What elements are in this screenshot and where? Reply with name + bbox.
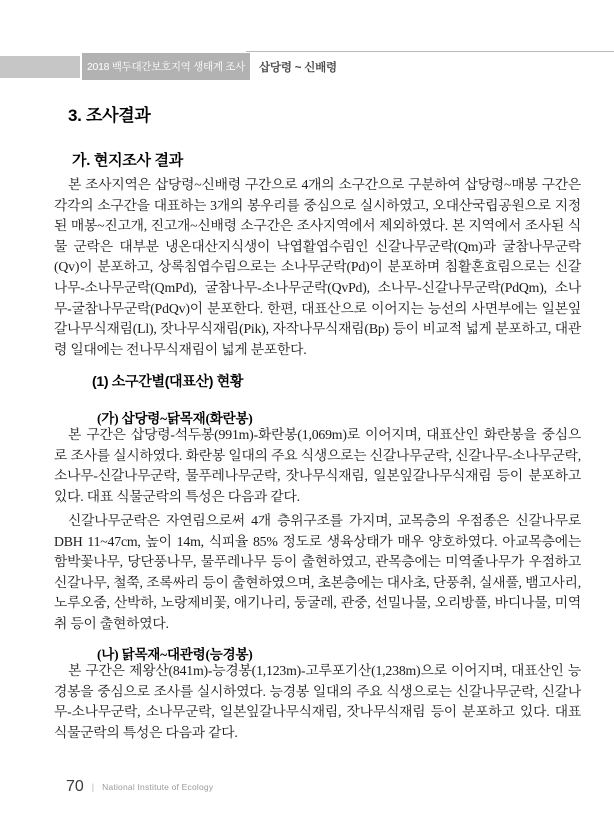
subsection-1-heading: (1) 소구간별(대표산) 현황: [92, 373, 244, 389]
section-heading: 가. 현지조사 결과: [72, 152, 183, 169]
report-title-badge: 2018 백두대간보호지역 생태계 조사: [82, 53, 250, 80]
subsection-1b-heading: (나) 닭목재~대관령(능경봉): [97, 647, 253, 662]
subsection-1a-heading: (가) 삽당령~닭목재(화란봉): [97, 411, 253, 426]
page-footer: [66, 778, 213, 796]
paragraph-overview: 본 조사지역은 삽당령~신배령 구간으로 4개의 소구간으로 구분하여 삽당령~매봉 구간은 각각의 소구간을 대표하는 3개의 봉우리를 중심으로 실시하였고, 오대산국립공원으로 지정된 매봉~진고개, 진고개~신배령 소구간은 조사지역에서 제외하였다. 본 지역에서 조사된 식물 군락은 대부분 냉온대산지식생이 낙엽활엽수림인 신갈나무군락(Qm)과 굴참나무군락(Qv)이 분포하고, 상록침엽수림으로는 소나무군락(Pd)이 분포하며 침활혼효림으로는 신갈나무-소나무군락(QmPd), 굴참나무-소나무군락(QvPd), 소나무-신갈나무군락(PdQm), 소나무-굴참나무군락(PdQv)이 분포한다. 한편, 대표산으로 이어지는 능선의 사면부에는 일본잎갈나무식재림(Ll), 잣나무식재림(Pik), 자작나무식재림(Bp) 등이 비교적 넓게 분포하고, 대관령 일대에는 전나무식재림이 넓게 분포한다.: [54, 177, 582, 357]
section-range-label: 삽당령 ~ 신배령: [259, 61, 337, 74]
footer-separator: |: [91, 782, 95, 792]
paragraph-1b-intro: 본 구간은 제왕산(841m)-능경봉(1,123m)-고루포기산(1,238m)으로 이어지며, 대표산인 능경봉을 중심으로 조사를 실시하였다. 능경봉 일대의 주요 식생으로는 신갈나무군락, 신갈나무-소나무군락, 소나무군락, 일본잎갈나무식재림, 잣나무식재림 등이 분포하고 있다. 대표 식물군락의 특성은 다음과 같다.: [54, 663, 581, 740]
paragraph-1a-detail: 신갈나무군락은 자연림으로써 4개 층위구조를 가지며, 교목층의 우점종은 신갈나무로 DBH 11~47cm, 높이 14m, 식피율 85% 정도로 생육상태가 매우 양호하였다. 아교목층에는 함박꽃나무, 당단풍나무, 물푸레나무 등이 출현하였고, 관목층에는 미역줄나무가 우점하고 신갈나무, 철쭉, 조록싸리 등이 출현하였으며, 초본층에는 대사초, 단풍취, 실새풀, 뱀고사리, 노루오줌, 산박하, 노랑제비꽃, 애기나리, 둥굴레, 관중, 선밀나물, 오리방풀, 바디나물, 미역취 등이 출현하였다.: [54, 513, 581, 631]
paragraph-1a-intro: 본 구간은 삽당령-석두봉(991m)-화란봉(1,069m)로 이어지며, 대표산인 화란봉을 중심으로 조사를 실시하였다. 화란봉 일대의 주요 식생으로는 신갈나무군락, 신갈나무-소나무군락, 소나무-신갈나무군락, 물푸레나무군락, 잣나무식재림, 일본잎갈나무식재림 등이 분포하고 있다. 대표 식물군락의 특성은 다음과 같다.: [54, 427, 581, 504]
page-number: 70: [66, 778, 84, 795]
chapter-title: 3. 조사결과: [68, 106, 151, 125]
header-edge-band: [0, 56, 80, 78]
institute-name: National Institute of Ecology: [102, 782, 214, 792]
header-rule: [246, 51, 614, 52]
